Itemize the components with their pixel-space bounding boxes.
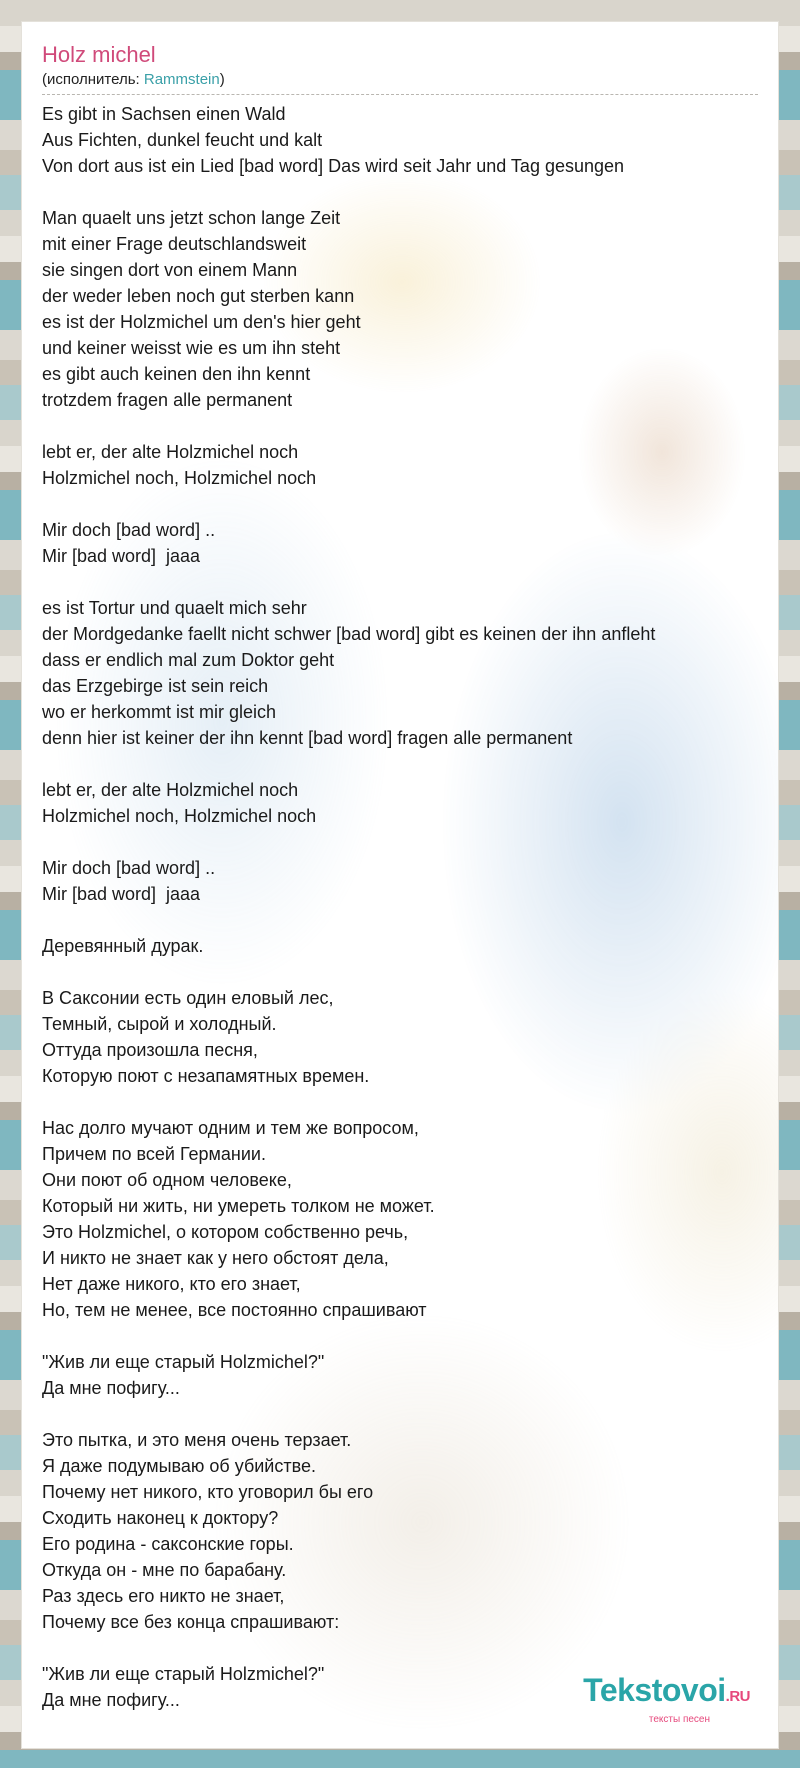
- lyric-line: Почему все без конца спрашивают:: [42, 1612, 340, 1632]
- lyric-line: Mir doch [bad word] ..: [42, 520, 216, 540]
- lyric-line: lebt er, der alte Holzmichel noch: [42, 442, 299, 462]
- lyric-line: Деревянный дурак.: [42, 936, 204, 956]
- lyric-line: "Жив ли еще старый Holzmichel?": [42, 1664, 325, 1684]
- lyric-line: denn hier ist keiner der ihn kennt [bad word] fragen alle permanent: [42, 728, 573, 748]
- lyric-line: lebt er, der alte Holzmichel noch: [42, 780, 299, 800]
- lyric-line: Mir [bad word] jaaa: [42, 546, 201, 566]
- lyric-line: Они поют об одном человеке,: [42, 1170, 292, 1190]
- lyric-line: Да мне пофигу...: [42, 1690, 180, 1710]
- lyric-line: der Mordgedanke faellt nicht schwer [bad word] gibt es keinen der ihn anfleht: [42, 624, 656, 644]
- lyric-line: Да мне пофигу...: [42, 1378, 180, 1398]
- song-title: Holz michel: [42, 42, 156, 67]
- stanza-break: [42, 751, 758, 777]
- lyric-line: mit einer Frage deutschlandsweit: [42, 234, 307, 254]
- lyric-line: wo er herkommt ist mir gleich: [42, 702, 277, 722]
- lyric-line: Но, тем не менее, все постоянно спрашивают: [42, 1300, 427, 1320]
- artist-link[interactable]: Rammstein: [143, 71, 220, 88]
- logo-tld: .RU: [725, 1688, 750, 1705]
- artist-suffix: ): [219, 71, 225, 88]
- stanza-break: [42, 179, 758, 205]
- stanza-break: [42, 491, 758, 517]
- lyric-line: sie singen dort von einem Mann: [42, 260, 298, 280]
- artist-prefix: (исполнитель:: [42, 71, 144, 88]
- lyric-line: Которую поют с незапамятных времен.: [42, 1066, 370, 1086]
- lyric-line: Это Holzmichel, о котором собственно речь,: [42, 1222, 409, 1242]
- lyric-line: das Erzgebirge ist sein reich: [42, 676, 269, 696]
- lyric-line: Сходить наконец к доктору?: [42, 1508, 279, 1528]
- lyric-line: Holzmichel noch, Holzmichel noch: [42, 806, 317, 826]
- lyric-line: И никто не знает как у него обстоят дела,: [42, 1248, 389, 1268]
- lyrics-text: [42, 101, 758, 1713]
- lyric-line: es gibt auch keinen den ihn kennt: [42, 364, 311, 384]
- lyric-line: Нет даже никого, кто его знает,: [42, 1274, 301, 1294]
- stanza-break: [42, 907, 758, 933]
- logo-name: Tekstovoi: [583, 1672, 726, 1708]
- lyric-line: es ist Tortur und quaelt mich sehr: [42, 598, 307, 618]
- lyric-line: Нас долго мучают одним и тем же вопросом,: [42, 1118, 419, 1138]
- title-divider: [42, 94, 758, 95]
- lyric-line: "Жив ли еще старый Holzmichel?": [42, 1352, 325, 1372]
- lyric-line: Темный, сырой и холодный.: [42, 1014, 277, 1034]
- stanza-break: [42, 829, 758, 855]
- lyrics-card: [22, 22, 778, 1748]
- lyric-line: dass er endlich mal zum Doktor geht: [42, 650, 335, 670]
- lyric-line: Aus Fichten, dunkel feucht und kalt: [42, 130, 323, 150]
- stanza-break: [42, 1635, 758, 1661]
- lyric-line: Я даже подумываю об убийстве.: [42, 1456, 316, 1476]
- stanza-break: [42, 959, 758, 985]
- stanza-break: [42, 1089, 758, 1115]
- lyric-line: Holzmichel noch, Holzmichel noch: [42, 468, 317, 488]
- stanza-break: [42, 569, 758, 595]
- lyric-line: Почему нет никого, кто уговорил бы его: [42, 1482, 374, 1502]
- lyric-line: es ist der Holzmichel um den's hier geht: [42, 312, 361, 332]
- stanza-break: [42, 413, 758, 439]
- lyric-line: Раз здесь его никто не знает,: [42, 1586, 285, 1606]
- logo-tagline: тексты песен: [648, 1714, 710, 1725]
- lyric-line: Оттуда произошла песня,: [42, 1040, 258, 1060]
- lyric-line: Это пытка, и это меня очень терзает.: [42, 1430, 352, 1450]
- lyric-line: Von dort aus ist ein Lied [bad word] Das wird seit Jahr und Tag gesungen: [42, 156, 625, 176]
- lyric-line: Его родина - саксонские горы.: [42, 1534, 294, 1554]
- lyric-line: Причем по всей Германии.: [42, 1144, 266, 1164]
- lyric-line: Es gibt in Sachsen einen Wald: [42, 104, 286, 124]
- lyric-line: Который ни жить, ни умереть толком не может.: [42, 1196, 435, 1216]
- artist-line: [42, 70, 758, 90]
- lyric-line: der weder leben noch gut sterben kann: [42, 286, 355, 306]
- content-area: [42, 42, 758, 1713]
- lyric-line: Man quaelt uns jetzt schon lange Zeit: [42, 208, 341, 228]
- site-logo[interactable]: [583, 1673, 750, 1726]
- logo-wordmark: [583, 1673, 750, 1714]
- lyric-line: Откуда он - мне по барабану.: [42, 1560, 287, 1580]
- stanza-break: [42, 1401, 758, 1427]
- lyric-line: trotzdem fragen alle permanent: [42, 390, 293, 410]
- lyric-line: Mir [bad word] jaaa: [42, 884, 201, 904]
- lyric-line: und keiner weisst wie es um ihn steht: [42, 338, 341, 358]
- stanza-break: [42, 1323, 758, 1349]
- lyric-line: Mir doch [bad word] ..: [42, 858, 216, 878]
- lyric-line: В Саксонии есть один еловый лес,: [42, 988, 334, 1008]
